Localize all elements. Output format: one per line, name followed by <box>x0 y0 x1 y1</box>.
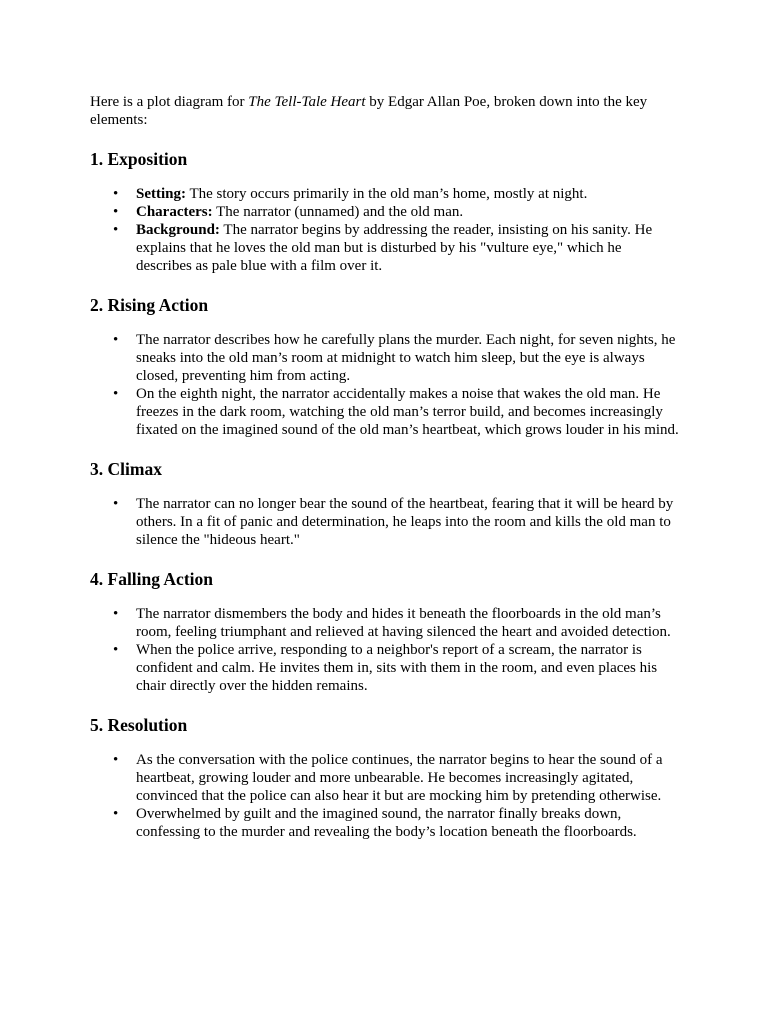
bullet-icon: • <box>113 496 119 512</box>
bullet-icon: • <box>113 204 119 220</box>
list-item <box>90 641 680 695</box>
work-title: The Tell-Tale Heart <box>248 94 366 110</box>
item-text: The story occurs primarily in the old man’s home, mostly at night. <box>186 186 588 202</box>
list-item <box>90 805 680 841</box>
bullet-icon: • <box>113 332 119 348</box>
item-text: On the eighth night, the narrator accidentally makes a noise that wakes the old man. He freezes in the dark room, watching the old man’s terror build, and becomes increasingly fixated on the imagined sound of the old man’s heartbeat, which grows louder in his mind. <box>136 386 679 438</box>
list-item <box>90 385 680 439</box>
intro-prefix: Here is a plot diagram for <box>90 94 249 110</box>
item-text: Overwhelmed by guilt and the imagined sound, the narrator finally breaks down, confessing to the murder and revealing the body’s location beneath the floorboards. <box>136 806 637 840</box>
item-label: Setting: <box>136 186 186 202</box>
bullet-icon: • <box>113 806 119 822</box>
section-heading-climax: 3. Climax <box>90 459 162 479</box>
section-heading-exposition: 1. Exposition <box>90 149 188 169</box>
bullet-icon: • <box>113 386 119 402</box>
list-item <box>90 751 680 805</box>
section-heading-rising-action: 2. Rising Action <box>90 295 209 315</box>
item-label: Characters: <box>136 204 213 220</box>
list-item <box>90 185 680 203</box>
falling-action-list <box>90 605 680 695</box>
intro-paragraph <box>90 93 680 129</box>
climax-list <box>90 495 680 549</box>
resolution-list <box>90 751 680 841</box>
bullet-icon: • <box>113 642 119 658</box>
item-text: The narrator begins by addressing the reader, insisting on his sanity. He explains that he loves the old man but is disturbed by his "vulture eye," which he describes as pale blue with a film over it. <box>136 222 653 274</box>
item-text: The narrator (unnamed) and the old man. <box>212 204 464 220</box>
section-heading-resolution: 5. Resolution <box>90 715 188 735</box>
item-text: The narrator dismembers the body and hides it beneath the floorboards in the old man’s room, feeling triumphant and relieved at having silenced the heart and avoided detection. <box>136 606 671 640</box>
section-heading-falling-action: 4. Falling Action <box>90 569 213 589</box>
intro-suffix: by Edgar Allan Poe, broken down into the key elements: <box>90 94 648 128</box>
bullet-icon: • <box>113 186 119 202</box>
item-label: Background: <box>136 222 220 238</box>
item-text: The narrator describes how he carefully plans the murder. Each night, for seven nights, he sneaks into the old man’s room at midnight to watch him sleep, but the eye is always closed, preventing him from acting. <box>136 332 676 384</box>
bullet-icon: • <box>113 752 119 768</box>
bullet-icon: • <box>113 606 119 622</box>
list-item <box>90 495 680 549</box>
item-text: When the police arrive, responding to a neighbor's report of a scream, the narrator is confident and calm. He invites them in, sits with them in the room, and even places his chair directly over the hidden remains. <box>136 642 658 694</box>
rising-action-list <box>90 331 680 439</box>
list-item <box>90 203 680 221</box>
list-item <box>90 605 680 641</box>
exposition-list <box>90 185 680 275</box>
item-text: As the conversation with the police continues, the narrator begins to hear the sound of a heartbeat, growing louder and more unbearable. He becomes increasingly agitated, convinced that the police can also hear it but are mocking him by pretending otherwise. <box>136 752 663 804</box>
list-item <box>90 221 680 275</box>
document-page <box>90 93 680 860</box>
bullet-icon: • <box>113 222 119 238</box>
list-item <box>90 331 680 385</box>
item-text: The narrator can no longer bear the sound of the heartbeat, fearing that it will be heard by others. In a fit of panic and determination, he leaps into the room and kills the old man to silence the "hideous heart." <box>136 496 674 548</box>
